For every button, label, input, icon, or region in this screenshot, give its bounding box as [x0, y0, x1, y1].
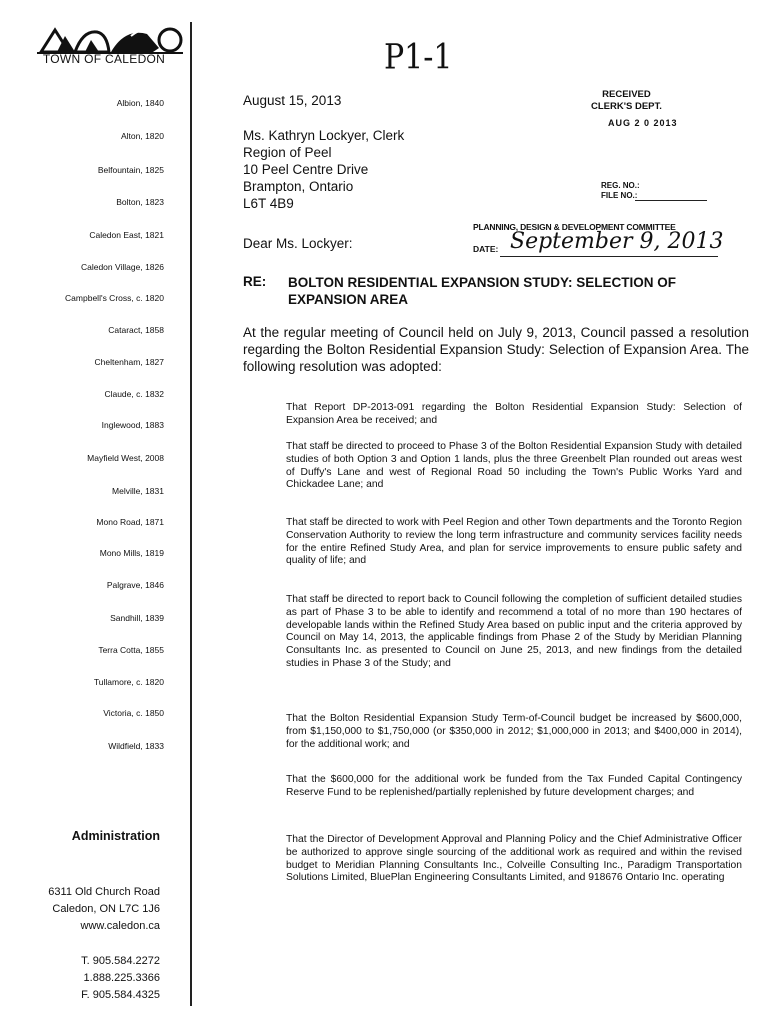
village-item: Belfountain, 1825 — [97, 165, 164, 175]
village-item: Mono Mills, 1819 — [99, 548, 164, 558]
village-item: Mayfield West, 2008 — [87, 453, 164, 463]
recipient-line: 10 Peel Centre Drive — [243, 162, 369, 177]
fax: F. 905.584.4325 — [81, 989, 160, 1001]
admin-title: Administration — [71, 829, 160, 843]
village-item: Caledon East, 1821 — [89, 230, 164, 240]
village-item: Albion, 1840 — [116, 98, 164, 108]
stamp-date: AUG 2 0 2013 — [608, 118, 678, 128]
reg-no: REG. NO.: — [601, 181, 640, 190]
village-item: Caledon Village, 1826 — [80, 262, 164, 272]
intro-paragraph: At the regular meeting of Council held on July 9, 2013, Council passed a resolution regarding the Bolton Residential Expansion Study: Selection of Expansion Area. The following resolution was adopted: — [243, 325, 749, 374]
re-label: RE: — [243, 274, 267, 289]
recipient-line: Ms. Kathryn Lockyer, Clerk — [243, 128, 405, 143]
phone-tollfree: 1.888.225.3366 — [83, 972, 160, 984]
village-item: Claude, c. 1832 — [104, 389, 164, 399]
village-item: Tullamore, c. 1820 — [93, 677, 164, 687]
received-stamp — [591, 89, 662, 113]
village-item: Inglewood, 1883 — [101, 420, 164, 430]
website: www.caledon.ca — [80, 920, 160, 932]
village-item: Palgrave, 1846 — [106, 580, 164, 590]
village-item: Melville, 1831 — [112, 486, 164, 496]
town-name: TOWN OF CALEDON — [42, 52, 166, 66]
resolution-paragraph: That the Bolton Residential Expansion Study Term-of-Council budget be increased by $600,000, from $1,150,000 to $1,750,000 (or $350,000 in 2012; $1,000,000 in 2013; and $400,000 in 2014), for the additional work; and — [286, 713, 742, 750]
resolution-paragraph: That staff be directed to proceed to Phase 3 of the Bolton Residential Expansion Study with detailed studies of both Option 3 and Option 1 lands, plus the three Greenbelt Plan rounded out areas west of Duffy's Lane and west of Regional Road 50 including the Town's Public Works Yard and Chickadee Lane; and — [286, 441, 742, 491]
resolution-paragraph: That the Director of Development Approval and Planning Policy and the Chief Administrative Officer be authorized to approve single sourcing of the additional work as required and within the revised budget to Meridian Planning Consultants Inc., Colveille Consulting Inc., Paradigm Transportation Solutions Limited, BluePlan Engineering Consultants Limited, and 918676 Ontario Inc. operating — [286, 834, 742, 884]
village-item: Campbell's Cross, c. 1820 — [65, 293, 164, 303]
village-item: Wildfield, 1833 — [108, 741, 164, 751]
file-no-line — [635, 200, 707, 201]
resolution-paragraph: That the $600,000 for the additional work be funded from the Tax Funded Capital Contingency Reserve Fund to be replenished/partially replenished by future development charges; and — [286, 774, 742, 798]
committee-date-handwritten: September 9, 2013 — [510, 229, 724, 254]
address-line: Caledon, ON L7C 1J6 — [52, 903, 160, 915]
handwritten-note: P1-1 — [384, 37, 453, 78]
stamp-received: RECEIVED — [602, 89, 651, 100]
resolution-paragraph: That staff be directed to report back to Council following the completion of sufficient detailed studies as part of Phase 3 to be able to identify and recommend a total of no more than 190 hectares of developable lands within the Refined Study Area based on public input and the criteria approved by Council on May 14, 2013, the applicable findings from Phase 2 of the Study by Meridian Planning Consultants Inc. as presented to Council on June 25, 2013, and new findings from the detailed studies in Phase 3 of the Study; and — [286, 594, 742, 669]
salutation: Dear Ms. Lockyer: — [243, 236, 353, 251]
village-item: Mono Road, 1871 — [96, 517, 164, 527]
re-subject: BOLTON RESIDENTIAL EXPANSION STUDY: SELECTION OF EXPANSION AREA — [288, 275, 677, 307]
committee-date-line — [500, 256, 718, 257]
village-item: Sandhill, 1839 — [110, 613, 164, 623]
resolution-paragraph: That staff be directed to work with Peel Region and other Town departments and the Toronto Region Conservation Authority to review the long term infrastructure and community services facility needs for the entire Refined Study Area, and plan for service improvements to ensure public safety and quality of life; and — [286, 517, 742, 567]
address-line: 6311 Old Church Road — [48, 886, 160, 898]
stamp-dept: CLERK'S DEPT. — [591, 101, 662, 112]
village-item: Cataract, 1858 — [108, 325, 164, 335]
file-no: FILE NO.: — [601, 191, 638, 200]
committee-date-label: DATE: — [473, 244, 499, 254]
resolution-paragraph: That Report DP-2013-091 regarding the Bolton Residential Expansion Study: Selection of Expansion Area be received; and — [286, 402, 742, 426]
sidebar-divider — [190, 22, 192, 1006]
village-item: Terra Cotta, 1855 — [98, 645, 164, 655]
village-item: Bolton, 1823 — [116, 197, 164, 207]
recipient-line: Brampton, Ontario — [243, 179, 354, 194]
recipient-line: Region of Peel — [243, 145, 332, 160]
phone: T. 905.584.2272 — [81, 955, 160, 967]
reg-file-block — [601, 181, 640, 201]
letter-date: August 15, 2013 — [243, 93, 342, 108]
village-item: Alton, 1820 — [120, 131, 164, 141]
village-item: Cheltenham, 1827 — [94, 357, 164, 367]
recipient-line: L6T 4B9 — [243, 196, 294, 211]
village-item: Victoria, c. 1850 — [103, 708, 164, 718]
committee-stamp: PLANNING, DESIGN & DEVELOPMENT COMMITTEE — [473, 222, 676, 232]
